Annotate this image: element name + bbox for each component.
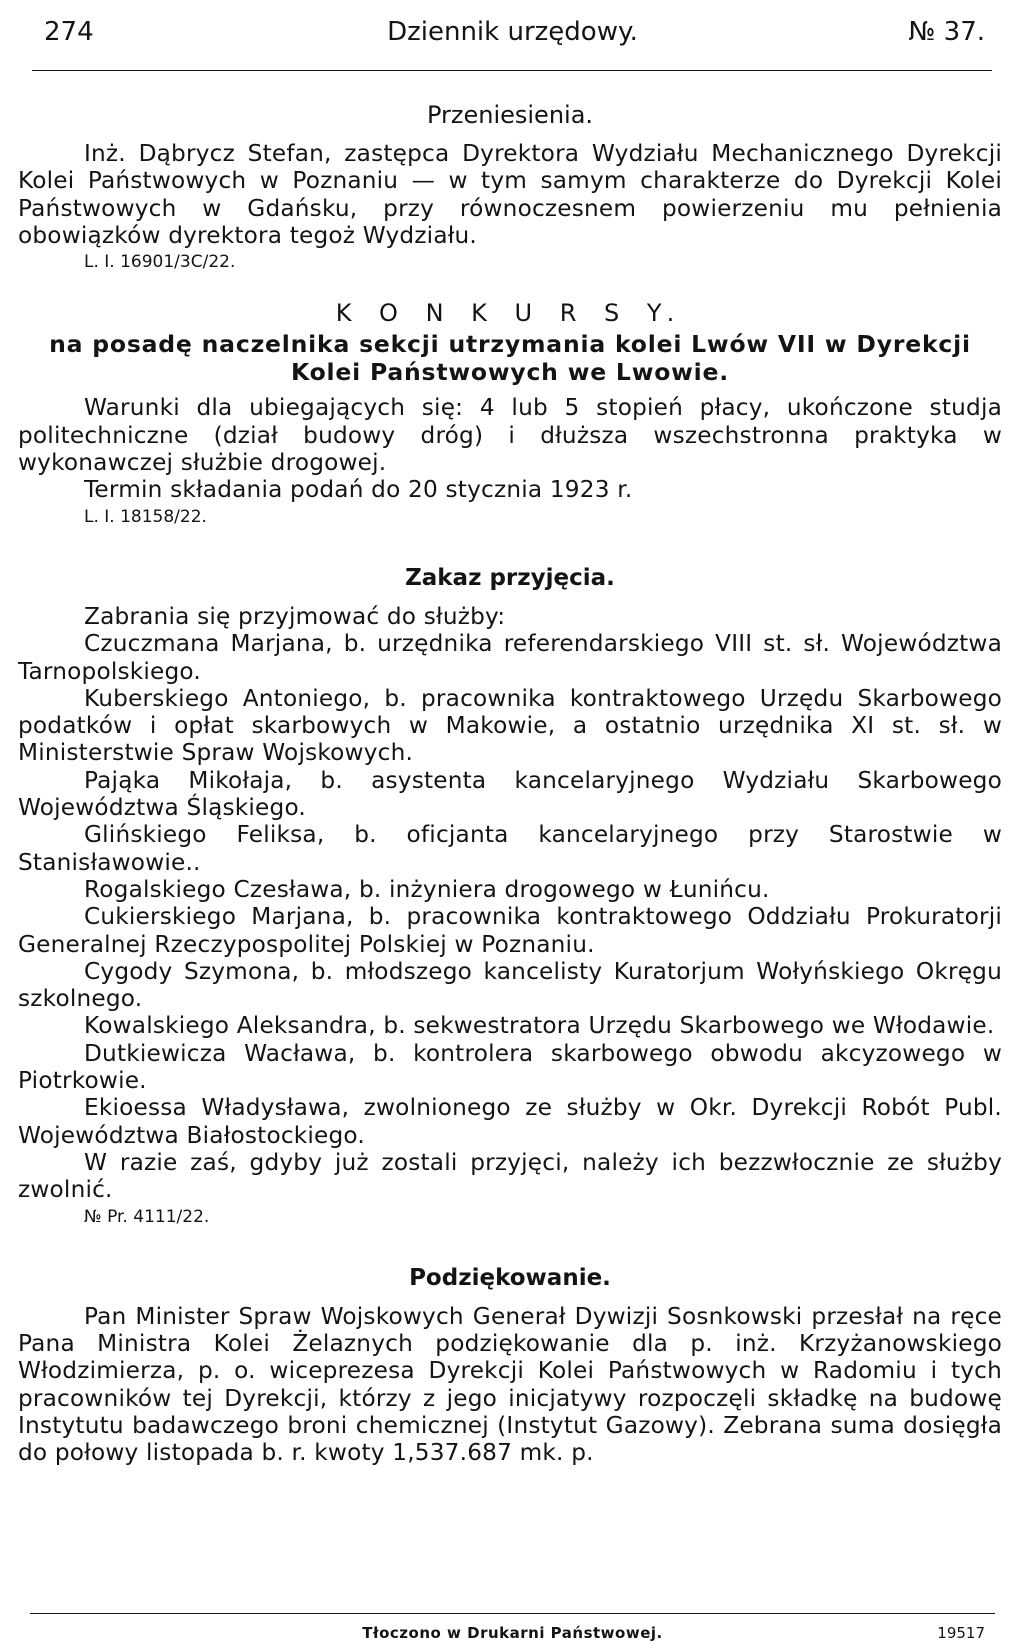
ban-item: Ekioessa Władysława, zwolnionego ze służby w Okr. Dyrekcji Robót Publ. Województwa Białostockiego.: [18, 1094, 1002, 1149]
transfers-heading: Przeniesienia.: [426, 101, 594, 129]
footer-rule: [30, 1613, 995, 1614]
ban-item: Kuberskiego Antoniego, b. pracownika kontraktowego Urzędu Skarbowego podatków i opłat skarbowych w Makowie, a ostatnio urzędnika XI st. sł. w Ministerstwie Spraw Wojskowych.: [18, 684, 1002, 767]
thanks-heading: Podziękowanie.: [409, 1264, 611, 1291]
page-content: [18, 98, 1002, 1467]
contests-conditions: Warunki dla ubiegających się: 4 lub 5 stopień płacy, ukończone studja politechniczne (dział budowy dróg) i dłuższa wszechstronna praktyka w wykonawczej służbie drogowej.: [18, 394, 1002, 477]
ban-item: Kowalskiego Aleksandra, b. sekwestratora Urzędu Skarbowego we Włodawie.: [84, 1012, 995, 1040]
ban-closing: W razie zaś, gdyby już zostali przyjęci, należy ich bezzwłocznie ze służby zwolnić.: [18, 1148, 1002, 1204]
ban-reference: № Pr. 4111/22.: [84, 1206, 210, 1227]
page-number: 274: [44, 17, 94, 47]
ban-heading: Zakaz przyjęcia.: [405, 564, 615, 591]
transfers-text: Inż. Dąbrycz Stefan, zastępca Dyrektora Wydziału Mechanicznego Dyrekcji Kolei Państwowych w Poznaniu — w tym samym charakterze do Dyrekcji Kolei Państwowych w Gdańsku, przy równoczesnem powierzeniu mu pełnienia obowiązków dyrektora tegoż Wydziału.: [18, 140, 1002, 249]
header-rule: [32, 70, 992, 71]
ban-item: Dutkiewicza Wacława, b. kontrolera skarbowego obwodu akcyzowego w Piotrkowie.: [18, 1039, 1002, 1095]
page-footer: [40, 1622, 985, 1644]
ban-item: Czuczmana Marjana, b. urzędnika referendarskiego VIII st. sł. Województwa Tarnopolskiego.: [18, 630, 1002, 685]
printer-imprint: Tłoczono w Drukarni Państwowej.: [362, 1624, 663, 1642]
contests-subheading: na posadę naczelnika sekcji utrzymania kolei Lwów VII w Dyrekcji Kolei Państwowych we Lwowie.: [49, 330, 971, 387]
contests-heading: K O N K U R S Y.: [335, 299, 685, 328]
ban-item: Rogalskiego Czesława, b. inżyniera drogowego w Łunińcu.: [84, 875, 770, 903]
contests-reference: L. I. 18158/22.: [84, 506, 207, 527]
ban-intro: Zabrania się przyjmować do służby:: [84, 602, 506, 630]
ban-item: Cukierskiego Marjana, b. pracownika kontraktowego Oddziału Prokuratorji Generalnej Rzeczypospolitej Polskiej w Poznaniu.: [18, 903, 1002, 958]
transfers-reference: L. I. 16901/3C/22.: [84, 252, 236, 273]
ban-item: Glińskiego Feliksa, b. oficjanta kancelaryjnego przy Starostwie w Stanisławowie..: [18, 821, 1002, 876]
issue-number: № 37.: [908, 17, 985, 47]
page-header: [40, 12, 985, 52]
ban-item: Pająka Mikołaja, b. asystenta kancelaryjnego Wydziału Skarbowego Województwa Śląskiego.: [18, 766, 1002, 822]
print-number: 19517: [937, 1624, 985, 1642]
contests-deadline: Termin składania podań do 20 stycznia 1923 r.: [84, 476, 633, 504]
thanks-text: Pan Minister Spraw Wojskowych Generał Dywizji Sosnkowski przesłał na ręce Pana Ministra Kolei Żelaznych podziękowanie dla p. inż. Krzyżanowskiego Włodzimierza, p. o. wiceprezesa Dyrekcji Kolei Państwowych w Radomiu i tych pracowników tej Dyrekcji, którzy z jego inicjatywy rozpoczęli składkę na budowę Instytutu badawczego broni chemicznej (Instytut Gazowy). Zebrana suma dosięgła do połowy listopada b. r. kwoty 1,537.687 mk. p.: [18, 1302, 1002, 1467]
journal-title: Dziennik urzędowy.: [387, 17, 638, 47]
ban-item: Cygody Szymona, b. młodszego kancelisty Kuratorjum Wołyńskiego Okręgu szkolnego.: [18, 957, 1002, 1013]
